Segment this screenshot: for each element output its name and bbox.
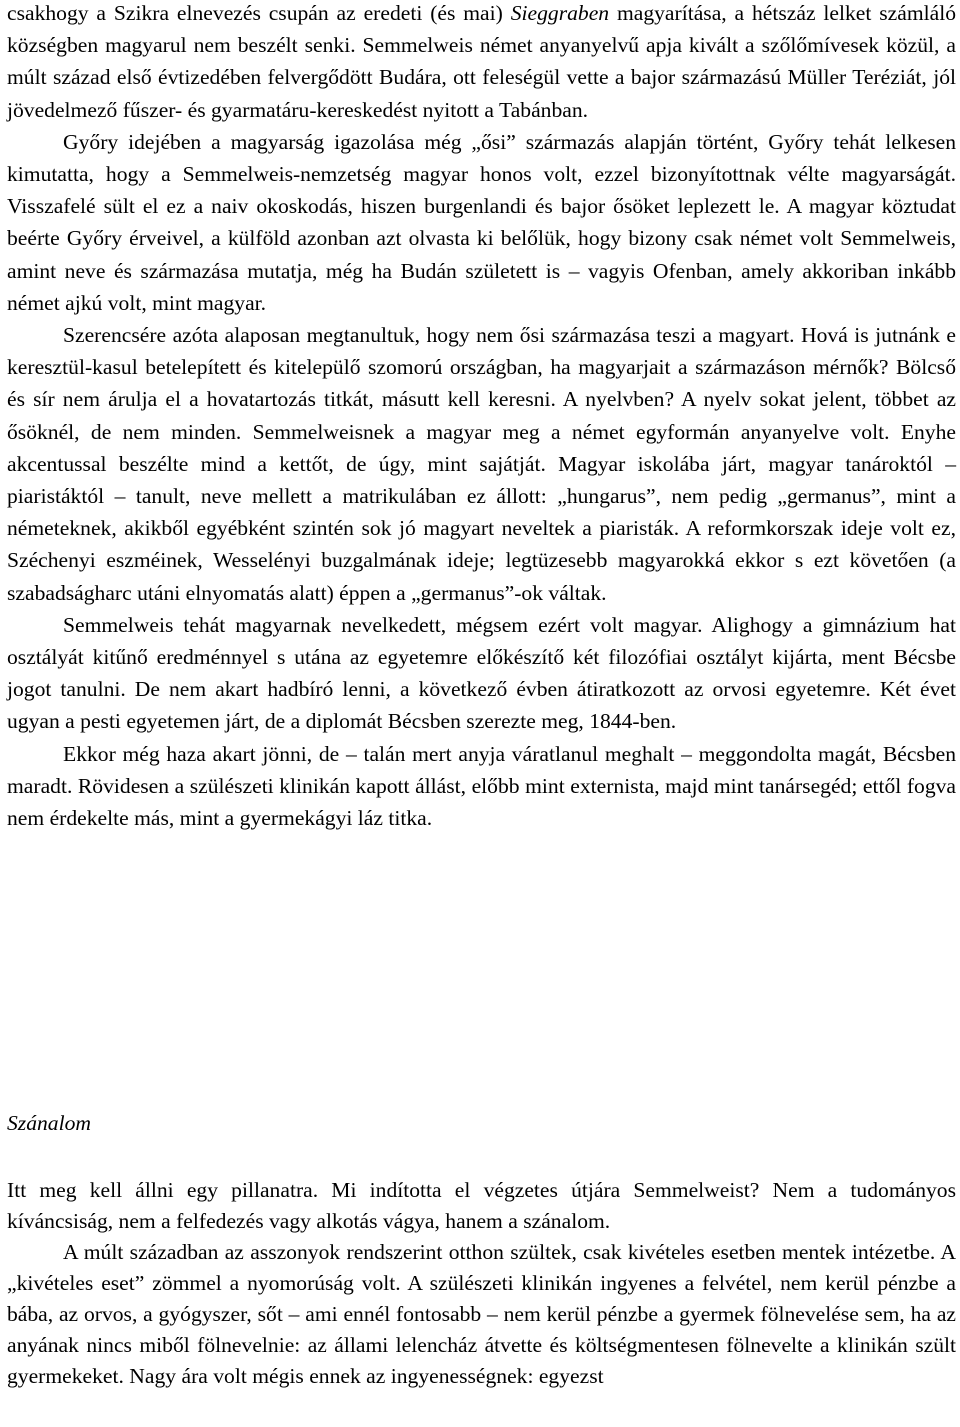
paragraph: Szerencsére azóta alaposan megtanultuk, hogy nem ősi származása teszi a magyart. Hová is jutnánk e keresztül-kasul betelepített és kitelepülő szomorú országban, ha magyarjait a származáson mérnők? Bölcső és sír nem árulja el a hovatartozás titkát, másutt kell keresni. A nyelvben? A nyelv sokat jelent, többet az ősöknél, de nem minden. Semmelweisnek a magyar meg a német egyformán anyanyelve volt. Enyhe akcentussal beszélte mind a kettőt, de úgy, mint sajátját. Magyar iskolába járt, magyar tanároktól – piaristáktól – tanult, neve mellett a matrikulában ez állott: „hungarus”, nem pedig „germanus”, mint a németeknek, akikből egyébként szintén sok jó magyart neveltek a piaristák. A reformkorszak ideje volt ez, Széchenyi eszméinek, Wesselényi buzgalmának ideje; legtüzesebb magyarokká ekkor s ezt követően (a szabadságharc utáni elnyomatás alatt) éppen a „germanus”-ok váltak.	[7, 323, 956, 605]
italic-term: Sieggraben	[510, 1, 610, 25]
paragraph: Ekkor még haza akart jönni, de – talán mert anyja váratlanul meghalt – meggondolta magát, Bécsben maradt. Rövidesen a szülészeti klinikán kapott állást, előbb mint externista, majd mint tanársegéd; ettől fogva nem érdekelte más, mint a gyermekágyi láz titka.	[7, 741, 956, 831]
text-run: csakhogy a Szikra elnevezés csupán az eredeti (és mai)	[7, 1, 511, 25]
paragraph: Itt meg kell állni egy pillanatra. Mi indította el végzetes útjára Semmelweist? Nem a tudományos kíváncsiság, nem a felfedezés vagy alkotás vágya, hanem a szánalom.	[7, 1178, 956, 1233]
section-title: Szánalom	[7, 1111, 91, 1135]
section-szanalom	[7, 1175, 956, 1392]
paragraph: Győry idejében a magyarság igazolása még „ősi” származás alapján történt, Győry tehát lelkesen kimutatta, hogy a Semmelweis-nemzetség magyar honos volt, ezzel bizonyítottnak vélte magyarságát. Visszafelé sült el ez a naiv okoskodás, hiszen burgenlandi és bajor ősöket leplezett le. A magyar köztudat beérte Győry érveivel, a külföld azonban azt olvasta ki belőlük, hogy bizony csak német volt Semmelweis, amint neve és származása mutatja, még ha Budán született is – vagyis Ofenban, amely akkoriban inkább német ajkú volt, mint magyar.	[7, 129, 956, 315]
text-run: magyarítása, a hétszáz lelket számláló községben magyarul nem beszélt senki. Semmelweis német anyanyelvű apja kivált a szőlőmívesek közül, a múlt század első évtizedében felvergődött Budára, ott feleségül vette a bajor származású Müller Teréziát, jól jövedelmező fűszer- és gyarmatáru-kereskedést nyitott a Tabánban.	[7, 1, 957, 122]
paragraph: Semmelweis tehát magyarnak nevelkedett, mégsem ezért volt magyar. Alighogy a gimnázium hat osztályát kitűnő eredménnyel s utána az egyetemre előkészítő két filozófiai osztályt kijárta, ment Bécsbe jogot tanulni. De nem akart hadbíró lenni, a következő évben átiratkozott az orvosi egyetemre. Két évet ugyan a pesti egyetemen járt, de a diplomát Bécsben szerezte meg, 1844-ben.	[7, 612, 956, 734]
paragraph: A múlt században az asszonyok rendszerint otthon szültek, csak kivételes esetben mentek intézetbe. A „kivételes eset” zömmel a nyomorúság volt. A szülészeti klinikán ingyenes a felvétel, nem kerül pénzbe a bába, az orvos, a gyógyszer, sőt – ami ennél fontosabb – nem kerül pénzbe a gyermek fölnevelése sem, ha az anyának nincs miből fölnevelnie: az állami lelencház átvette és költségmentesen fölnevelte a klinikán szült gyermekeket. Nagy ára volt mégis ennek az ingyenességnek: egyezst	[7, 1240, 956, 1388]
section-biography	[7, 0, 956, 834]
paragraph	[7, 0, 956, 126]
section-heading	[7, 1107, 956, 1139]
